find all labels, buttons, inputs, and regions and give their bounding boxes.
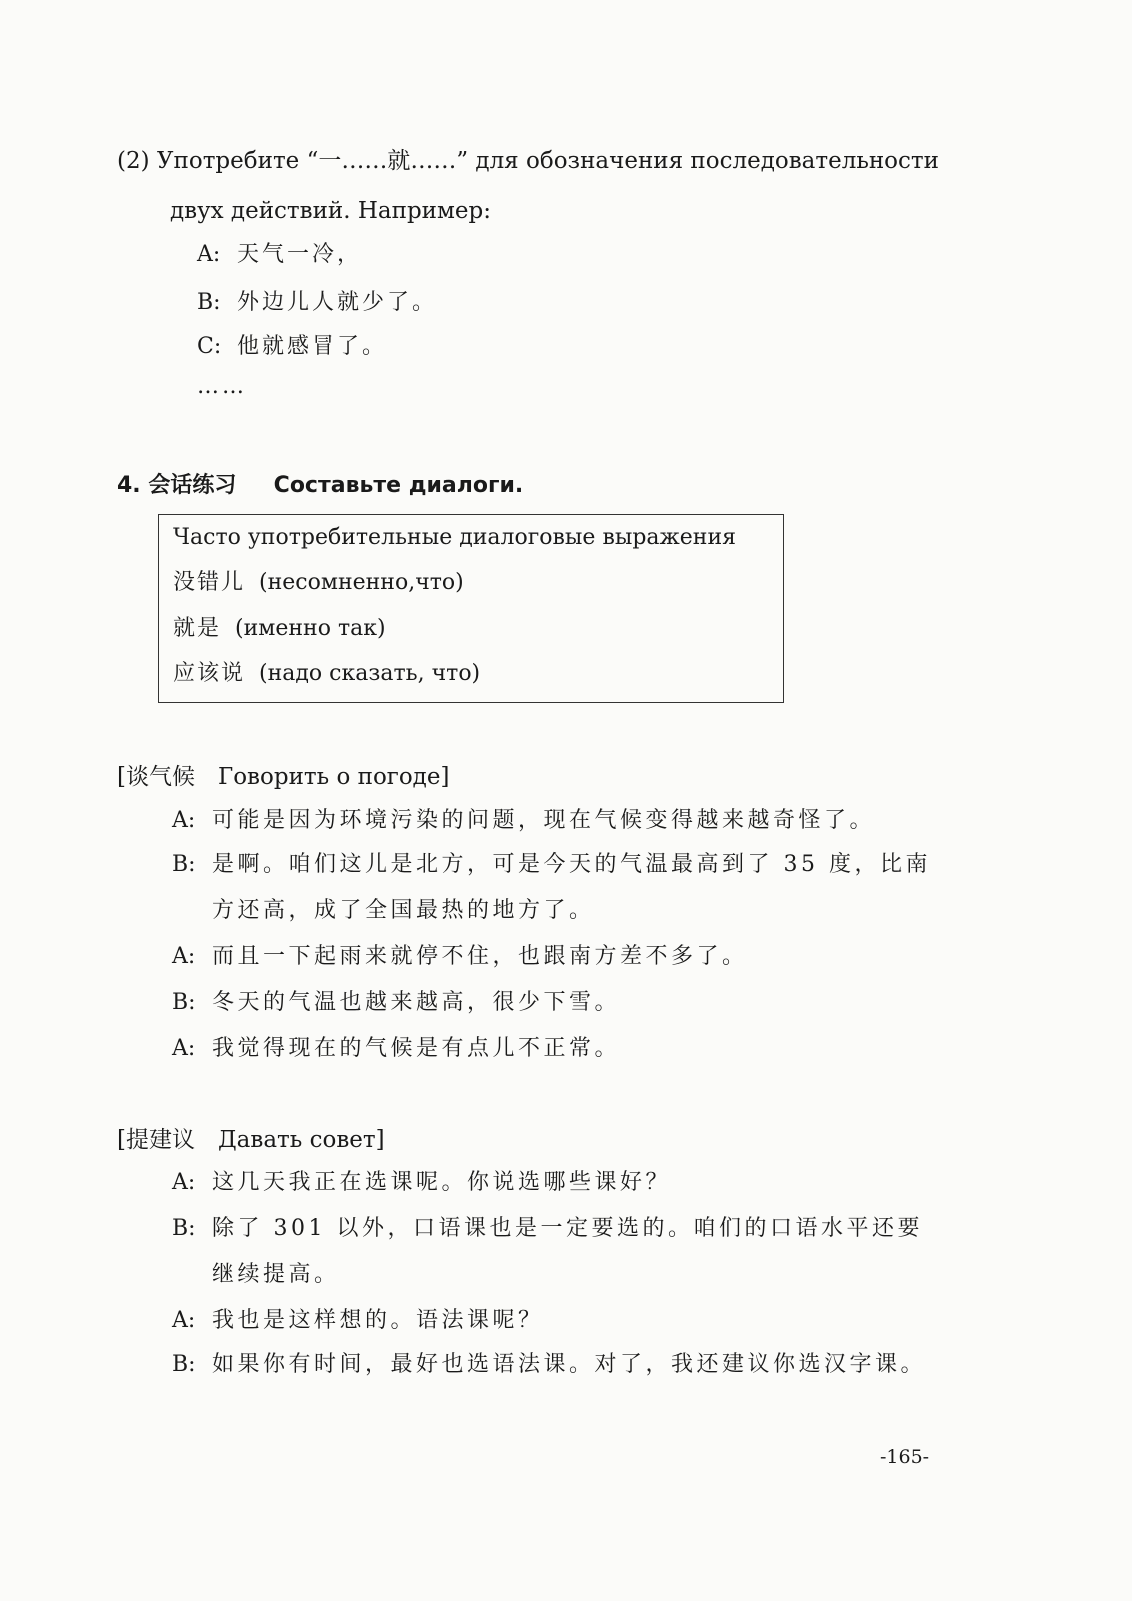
expression-item [173, 659, 480, 689]
example-text: 外边儿人就少了。 [237, 290, 438, 315]
dialogue-text: 我也是这样想的。语法课呢？ [212, 1308, 544, 1333]
dialogue-title-advice: [提建议 Давать совет] [117, 1127, 385, 1153]
dialogue-line [172, 988, 620, 1018]
example-ellipsis: …… [197, 374, 247, 399]
dialogue-speaker: B: [172, 990, 196, 1015]
section-heading-ru: Составьте диалоги. [273, 473, 524, 498]
example-speaker: B: [197, 290, 221, 315]
dialogue-speaker: A: [172, 808, 196, 833]
section-heading [117, 468, 523, 499]
dialogue-speaker: A: [172, 1036, 196, 1061]
dialogue-speaker: B: [172, 1352, 196, 1377]
instruction-number: (2) [117, 148, 150, 174]
dialogue-speaker: A: [172, 1170, 196, 1195]
dialogue-line-continuation: 继续提高。 [212, 1262, 340, 1287]
dialogue-text: 如果你有时间，最好也选语法课。对了，我还建议你选汉字课。 [212, 1352, 927, 1377]
example-b [197, 288, 437, 318]
example-text: 他就感冒了。 [237, 334, 388, 359]
example-a [197, 240, 362, 270]
expression-item [173, 568, 464, 598]
dialogue-speaker: A: [172, 1308, 196, 1333]
example-c [197, 332, 387, 362]
expression-zh: 没错儿 [173, 570, 246, 595]
dialogue-line [172, 850, 931, 880]
instruction-line-1 [117, 146, 939, 176]
expression-ru: (несомненно,что) [259, 570, 464, 595]
dialogue-speaker: B: [172, 852, 196, 877]
expression-ru: (именно так) [235, 616, 386, 641]
dialogue-line [172, 1214, 923, 1244]
dialogue-line [172, 1034, 620, 1064]
expression-zh: 应该说 [173, 661, 246, 686]
expressions-heading: Часто употребительные диалоговые выражения [173, 525, 736, 550]
dialogue-text: 冬天的气温也越来越高，很少下雪。 [212, 990, 621, 1015]
example-speaker: C: [197, 334, 222, 359]
dialogue-speaker: A: [172, 944, 196, 969]
expression-zh: 就是 [173, 616, 222, 641]
dialogue-line-continuation: 方还高，成了全国最热的地方了。 [212, 898, 595, 923]
dialogue-line [172, 1350, 926, 1380]
dialogue-text: 我觉得现在的气候是有点儿不正常。 [212, 1036, 621, 1061]
dialogue-text: 除了 301 以外，口语课也是一定要选的。咱们的口语水平还要 [212, 1216, 923, 1241]
dialogue-text: 可能是因为环境污染的问题，现在气候变得越来越奇怪了。 [212, 808, 876, 833]
instruction-line-2: двух действий. Например: [170, 198, 491, 224]
dialogue-line [172, 942, 748, 972]
dialogue-text: 这几天我正在选课呢。你说选哪些课好？ [212, 1170, 672, 1195]
dialogue-line [172, 1168, 671, 1198]
dialogue-speaker: B: [172, 1216, 196, 1241]
expression-ru: (надо сказать, что) [259, 661, 481, 686]
dialogue-title-weather: [谈气候 Говорить о погоде] [117, 764, 450, 790]
expression-item [173, 614, 386, 644]
section-heading-zh: 4. 会话练习 [117, 473, 237, 498]
page-number: -165- [880, 1446, 930, 1468]
dialogue-line [172, 1306, 544, 1336]
expressions-box [158, 514, 784, 703]
example-text: 天气一冷， [237, 242, 363, 267]
dialogue-text: 是啊。咱们这儿是北方，可是今天的气温最高到了 35 度，比南 [212, 852, 931, 877]
dialogue-text: 而且一下起雨来就停不住，也跟南方差不多了。 [212, 944, 748, 969]
instruction-text-1: Употребите “一……就……” для обозначения последовательности [156, 148, 939, 174]
dialogue-line [172, 806, 875, 836]
example-speaker: A: [197, 242, 221, 267]
